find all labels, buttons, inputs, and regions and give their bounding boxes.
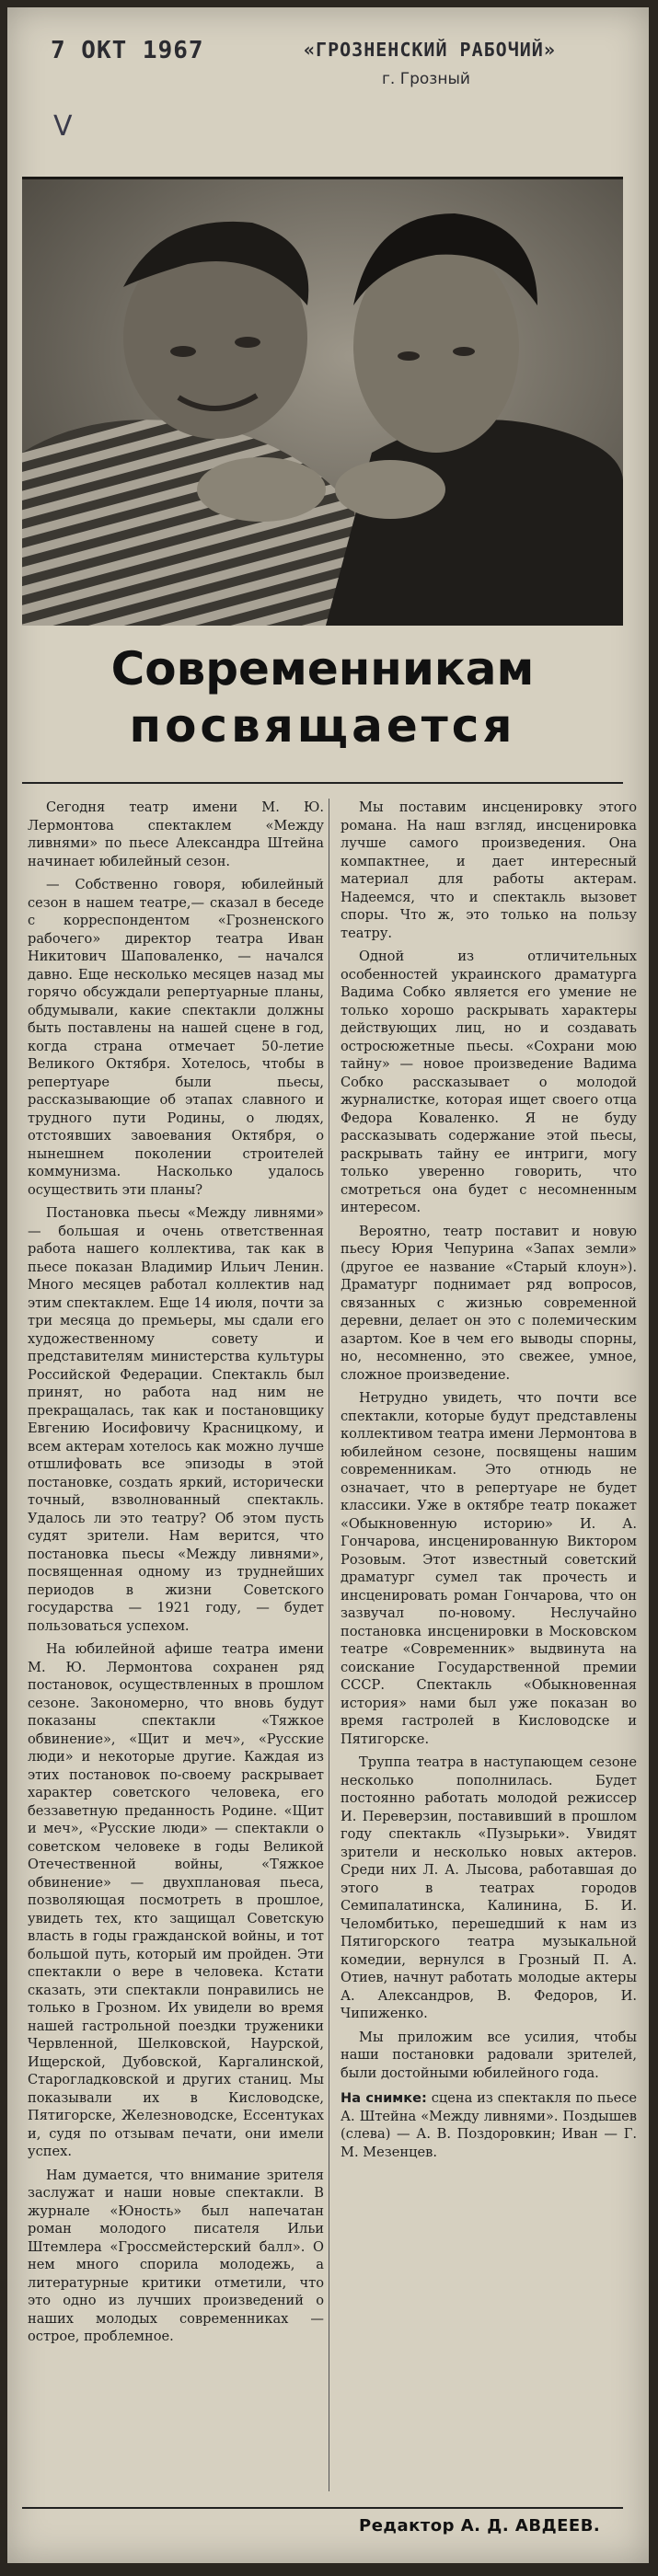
theatre-scene-photo [22,177,623,626]
paragraph: Нам думается, что внимание зрителя заслужат и наши новые спектакли. В журнале «Юность» был напечатан роман молодого писателя Ильи Штемлера «Гроссмейстерский балл». О нем много спорила молодежь, а литературные критики отметили, что это одно из лучших произведений о наших молодых современниках — острое, проблемное. [28,2167,324,2344]
article-column-left [28,799,324,2352]
title-line-1: Современникам [110,642,535,696]
paragraph: Мы поставим инсценировку этого романа. На наш взгляд, инсценировка лучше самого произведения. Она компактнее, и дает интересный материал для работы актерам. Надеемся, что и спектакль вызовет споры. Что ж, это только на пользу театру. [341,799,637,941]
paragraph: Одной из отличительных особенностей украинского драматурга Вадима Собко является его умение не только хорошо раскрывать характеры действующих лиц, но и создавать остросюжетные пьесы. «Сохрани мою тайну» — новое произведение Вадима Собко рассказывает о молодой журналистке, которая ищет своего отца Федора Коваленко. Я не буду рассказывать содержание этой пьесы, раскрывать тайну ее интриги, могу только уверенно говорить, что смотреться она будет с несомненным интересом. [341,949,637,1215]
editor-signature: Редактор А. Д. АВДЕЕВ. [359,2516,601,2536]
paragraph: На юбилейной афише театра имени М. Ю. Лермонтова сохранен ряд постановок, осуществленных в прошлом сезоне. Закономерно, что вновь будут показаны спектакли «Тяжкое обвинение», «Щит и меч», «Русские люди» и некоторые другие. Каждая из этих постановок по-своему раскрывает характер советского человека, его беззаветную преданность Родине. «Щит и меч», «Русские люди» — спектакли о советском человеке в годы Великой Отечественной войны, «Тяжкое обвинение» — двухплановая пьеса, позволяющая посмотреть в прошлое, увидеть тех, кто защищал Советскую власть в годы гражданской войны, и тот большой путь, который им пройден. Эти спектакли о вере в человека. Кстати сказать, эти спектакли понравились не только в Грозном. Их увидели во время нашей гастрольной поездки труженики Червленной, Шелковской, Наурской, Ищерской, Дубовской, Каргалинской, Старогладковской и других станиц. Мы показывали их в Кисловодске, Пятигорске, Железноводске, Ессентуках и, судя по отзывам печати, они имели успех. [28,1641,324,2159]
paragraph: — Собственно говоря, юбилейный сезон в нашем театре,— сказал в беседе с корреспондентом «Грозненского рабочего» директор театра Иван Никитович Шаповаленко, — начался давно. Еще несколько месяцев назад мы горячо обсуждали репертуарные планы, обдумывали, какие спектакли должны быть поставлены на нашей сцене в год, когда страна отмечает 50-летие Великого Октября. Хотелось, чтобы в репертуаре были пьесы, рассказывающие об этапах славного и трудного пути Родины, о людях, отстоявших завоевания Октября, о нынешнем поколении строителей коммунизма. Насколько удалось осуществить эти планы? [28,877,324,1198]
stamp-city: г. Грозный [382,70,470,88]
title-line-2: посвящается [129,699,516,753]
paragraph: Сегодня театр имени М. Ю. Лермонтова спектаклем «Между ливнями» по пьесе Александра Штейна начинает юбилейный сезон. [28,799,324,869]
footer-rule [22,2507,623,2509]
paragraph: Мы приложим все усилия, чтобы наши постановки радовали зрителей, были достойными юбилейного года. [341,2029,637,2081]
article-title [22,640,623,754]
paragraph: Нетрудно увидеть, что почти все спектакли, которые будут представлены коллективом театра имени Лермонтова в юбилейном сезоне, посвящены нашим современникам. Это отнюдь не означает, что в репертуаре не будет классики. Уже в октябре театр покажет «Обыкновенную историю» И. А. Гончарова, инсценированную Виктором Розовым. Этот известный советский драматург сумел так прочесть и инсценировать роман Гончарова, что он зазвучал по-новому. Неслучайно постановка инсценировки в Московском театре «Современник» выдвинута на соискание Государственной премии СССР. Спектакль «Обыкновенная история» нами был уже показан во время гастролей в Кисловодске и Пятигорске. [341,1390,637,1747]
title-rule [22,782,623,784]
archive-stamp [41,26,557,99]
caption-label: На снимке: [341,2090,427,2106]
stamp-date: 7 ОКТ 1967 [51,37,204,64]
paragraph: Постановка пьесы «Между ливнями» — большая и очень ответственная работа нашего коллектива, так как в пьесе показан Владимир Ильич Ленин. Много месяцев работал коллектив над этим спектаклем. Еще 14 июля, почти за три месяца до премьеры, мы сдали его художественному совету и представителям министерства культуры Российской Федерации. Спектакль был принят, но работа над ним не прекращалась, так как и постановщику Евгению Иосифовичу Красницкому, и всем актерам хотелось как можно лучше отшлифовать все эпизоды в этой постановке, создать яркий, исторически точный, взволнованный спектакль. Удалось ли это театру? Об этом пусть судят зрители. Нам верится, что постановка пьесы «Между ливнями», посвященная одному из труднейших периодов в жизни Советского государства — 1921 году, — будет пользоваться успехом. [28,1205,324,1634]
paragraph: Труппа театра в наступающем сезоне несколько пополнилась. Будет постоянно работать молодой режиссер И. Переверзин, поставивший в прошлом году спектакль «Пузырьки». Увидят зрители и несколько новых актеров. Среди них Л. А. Лысова, работавшая до этого в театрах городов Семипалатинска, Калинина, Б. И. Челомбитько, перешедший к нам из Пятигорского театра музыкальной комедии, вернулся в Грозный П. А. Отиев, начнут работать молодые актеры А. Александров, В. Федоров, И. Чипиженко. [341,1754,637,2021]
handwritten-check-mark: V [53,110,73,143]
stamp-newspaper-name: «ГРОЗНЕНСКИЙ РАБОЧИЙ» [304,39,556,61]
photo-illustration [22,177,623,626]
article-column-right [341,799,637,2161]
photo-caption [341,2089,637,2161]
paragraph: Вероятно, театр поставит и новую пьесу Юрия Чепурина «Запах земли» (другое ее название «Старый клоун»). Драматург поднимает ряд вопросов, связанных с жизнью современной деревни, делает он это с полемическим азартом. Кое в чем его выводы спорны, но, несомненно, это свежее, умное, сложное произведение. [341,1223,637,1383]
caption-text: сцена из спектакля по пьесе А. Штейна «Между ливнями». Поздышев (слева) — А. В. Поздоровкин; Иван — Г. М. Мезенцев. [341,2090,638,2160]
